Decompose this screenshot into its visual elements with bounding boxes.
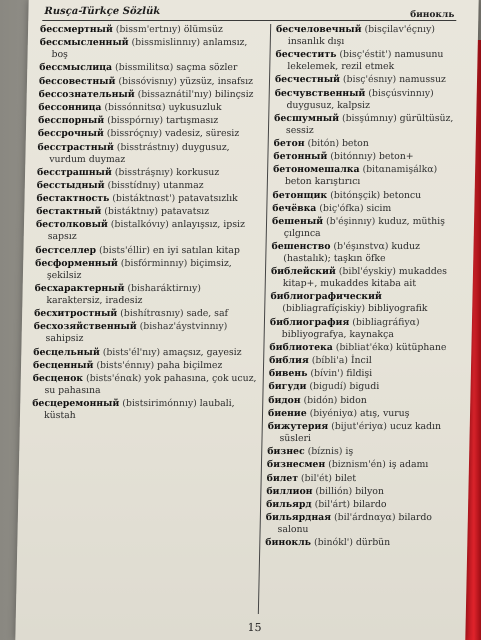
entry-headword: бесчестный [274,74,341,86]
entry-translation: bibliyografya, kaynakça [281,328,394,340]
dictionary-entry [267,459,455,471]
entry-pronunciation: (bissmilitsα) [114,62,174,74]
entry-headword: бетон [273,137,305,149]
dictionary-entry [39,76,263,88]
entry-pronunciation: (bissróçnıy) [106,128,163,140]
entry-headword: бесформенный [35,257,118,269]
entry-headword: бессрочный [37,128,104,140]
dictionary-entry [37,167,261,179]
entry-headword: библейский [270,266,336,278]
entry-translation: kuduz, müthiş çılgınca [283,215,446,239]
entry-pronunciation: (biyéniyα) [309,407,358,419]
dictionary-entry [35,245,259,257]
entry-headword: бесхитростный [34,308,118,320]
entry-pronunciation: (bishítrαsnıy) [120,308,184,320]
entry-pronunciation: (bists'éllir) [98,244,151,256]
entry-headword: бечёвка [272,202,317,214]
dictionary-entry [273,151,461,163]
entry-pronunciation: (b'éşinnıy) [325,215,376,227]
entry-pronunciation: (bistsirimónnıy) [122,398,197,410]
dictionary-entry [33,360,257,372]
entry-translation: anlamsız, boş [51,37,248,61]
entry-headword: бестселлер [35,244,97,256]
entry-pronunciation: (bishaz'áystvinnıy) [139,321,228,333]
dictionary-entry [268,408,456,420]
dictionary-entry [265,512,454,536]
entry-headword: бесчестить [275,49,337,61]
dictionary-entry [34,283,259,307]
dictionary-entry [39,89,263,101]
dictionary-entry [274,88,463,112]
entry-headword: бильярд [266,498,312,510]
entry-headword: бессонница [38,101,102,113]
entry-translation: kütüphane [395,341,447,353]
dictionary-entry [267,446,455,458]
entry-translation: bilyon [355,485,385,497]
entry-headword: бессовестный [38,75,116,87]
running-header-right: бинокль [410,10,455,20]
dictionary-entry [35,258,260,282]
dictionary-entry [273,164,462,188]
entry-translation: vadesiz, süresiz [164,128,240,140]
entry-translation: betoncu [383,189,422,201]
entry-pronunciation: (bibliat'ékα) [335,341,394,353]
entry-translation: patavatsız [160,206,210,218]
entry-translation: paha biçilmez [156,359,223,371]
entry-translation: beton+ [378,151,414,163]
entry-pronunciation: (bitónşçik) [330,189,381,201]
entry-headword: библиотека [269,341,333,353]
entry-translation: karaktersiz, iradesiz [46,295,143,306]
dictionary-entry [38,102,262,114]
entry-headword: бешеный [271,215,324,227]
entry-pronunciation: (bissónnitsα) [104,101,166,113]
entry-translation: utanmaz [162,179,204,191]
entry-pronunciation: (bistáktnαst') [112,193,176,205]
dictionary-entry [268,381,456,393]
entry-headword: бизнесмен [266,459,326,471]
entry-translation: fildişi [346,368,373,380]
dictionary-entry [271,266,460,290]
entry-pronunciation: (bisç'éstit') [339,49,392,61]
dictionary-entry [40,24,264,36]
entry-translation: namussuz [398,74,446,86]
dictionary-entry [267,421,456,445]
entry-translation: tartışmasız [165,115,219,127]
entry-headword: бесстрастный [37,141,114,153]
entry-pronunciation: (bissaznátil'nıy) [137,88,212,100]
entry-headword: бесчувственный [274,87,366,99]
dictionary-entry [36,193,260,205]
entry-translation: iş [345,446,354,458]
entry-headword: бессмыслица [39,62,113,74]
dictionary-entry [38,128,262,140]
dictionary-entry [274,138,462,150]
entry-headword: бетонщик [272,189,328,201]
entry-pronunciation: (bil'árt) [314,498,351,510]
entry-translation: bilinçsiz [214,88,254,100]
entry-pronunciation: (bisşúmnıy) [341,112,397,124]
entry-headword: бестактный [36,206,102,218]
entry-translation: bilet [334,472,357,484]
entry-pronunciation: (bisharáktirnıy) [127,283,201,294]
entry-pronunciation: (bissmislinnıy) [131,37,201,49]
dictionary-entry [39,37,264,61]
entry-translation: amaçsız, gayesiz [162,346,242,358]
entry-pronunciation: (biznism'én) [328,459,386,471]
entry-headword: бестактность [36,193,110,205]
dictionary-entry [269,355,457,367]
dictionary-entry [269,368,457,380]
entry-headword: бешенство [271,241,331,253]
entry-pronunciation: (bíbli'a) [311,355,349,366]
entry-translation: dürbün [355,537,391,549]
entry-translation: insanlık dışı [287,36,345,47]
entry-pronunciation: (bisfórminnıy) [120,257,188,269]
entry-translation: beton [341,137,369,149]
dictionary-entry [267,473,455,485]
entry-translation: İncil [350,355,372,366]
entry-headword: бесстыдный [36,179,105,191]
entry-headword: библия [269,355,309,366]
entry-translation: en iyi satılan kitap [152,244,240,256]
dictionary-entry [33,347,257,359]
entry-headword: билет [266,472,299,484]
dictionary-entry [272,190,460,202]
entry-pronunciation: (bitón) [307,137,340,149]
entry-headword: бижутерия [267,420,329,432]
entry-pronunciation: (bisçúsvinnıy) [368,87,434,99]
entry-headword: бизнес [267,446,305,458]
entry-translation: saçma sözler [176,62,238,74]
entry-pronunciation: (bijut'ériyα) [331,420,388,432]
entry-headword: бильярдная [265,512,332,524]
entry-pronunciation: (bisçilav'éçnıy) [364,24,436,35]
dictionary-entry [272,203,460,215]
dictionary-entry [265,537,453,549]
entry-headword: бессознательный [38,88,135,100]
entry-translation: ölümsüz [183,24,223,35]
entry-pronunciation: (bibliagráfiyα) [352,316,420,328]
entry-pronunciation: (biç'ófka) [319,202,364,214]
dictionary-entry [36,206,260,218]
entry-translation: bibliyografik [367,303,428,315]
entry-pronunciation: (binókl') [313,537,354,549]
entry-pronunciation: (bists'énαk) [85,372,142,384]
entry-pronunciation: (b'éşınstvα) [333,241,389,253]
left-column [32,24,264,423]
entry-pronunciation: (bissóvisnıy) [118,75,178,87]
entry-headword: бессмертный [39,24,113,35]
dictionary-entry [266,486,454,498]
entry-translation: uykusuzluk [168,101,222,113]
entry-pronunciation: (bisç'ésnıy) [342,74,397,86]
dictionary-entry [275,74,463,86]
entry-pronunciation: (bigudí) [309,381,347,393]
entry-translation: yok pahasına, çok ucuz, su pahasına [44,372,257,396]
header-rule [42,20,456,21]
entry-translation: sahipsiz [45,333,84,345]
entry-translation: sade, saf [186,308,229,320]
dictionary-entry [270,317,459,341]
entry-pronunciation: (bíznis) [307,446,343,458]
entry-pronunciation: (bibl'éyskiy) [338,266,396,278]
entry-translation: kuduz (hastalık); taşkın öfke [283,241,421,265]
entry-translation: atış, vuruş [359,407,410,419]
entry-headword: бесцельный [33,346,100,358]
dictionary-entry [270,291,459,315]
dictionary-entry [37,180,261,192]
entry-headword: библиография [269,316,350,328]
dictionary-entry [38,115,262,127]
entry-headword: бинокль [265,537,312,549]
entry-pronunciation: (bisstídnıy) [107,179,161,191]
page-number: 15 [247,621,262,634]
entry-headword: бесхозяйственный [33,321,137,333]
entry-pronunciation: (bistalkóvıy) [110,219,169,231]
entry-headword: бесхарактерный [34,283,125,294]
entry-translation: sicim [366,202,392,214]
dictionary-entry [269,342,457,354]
entry-translation: patavatsızlık [178,193,238,205]
dictionary-entry [272,216,461,240]
entry-pronunciation: (bisspórnıy) [106,115,164,127]
entry-headword: бесстрашный [36,166,112,178]
entry-pronunciation: (bidón) [303,394,338,406]
entry-translation: ucuz kadın süsleri [279,420,442,444]
entry-pronunciation: (bists'énnıy) [96,359,155,371]
entry-headword: бивень [268,368,308,380]
entry-translation: laubali, küstah [43,398,235,422]
entry-pronunciation: (bibliagrafíçiskiy) [282,303,366,315]
entry-pronunciation: (bisstráşnıy) [114,166,174,178]
entry-pronunciation: (bists'él'nıy) [102,346,161,358]
dictionary-entry [274,113,463,137]
entry-headword: бетонный [273,151,328,163]
dictionary-entry [32,373,257,397]
entry-translation: bilardo salonu [277,512,433,536]
entry-translation: gürültüsüz, sessiz [285,112,454,136]
dictionary-entry [34,308,258,320]
entry-pronunciation: (bisstrástnıy) [116,141,180,153]
entry-translation: bilardo [352,498,387,510]
dictionary-entry [275,49,464,73]
entry-translation: iş adamı [388,459,429,471]
entry-headword: бетономешалка [273,164,360,176]
entry-translation: duygusuz, kalpsiz [286,99,371,111]
dictionary-entry [276,24,465,48]
entry-headword: биение [267,407,307,419]
entry-headword: бесцеремонный [32,398,120,410]
dictionary-page [15,0,478,640]
dictionary-entry [271,241,460,265]
right-column [265,24,464,550]
dictionary-entry [268,395,456,407]
entry-headword: бесценный [32,359,94,371]
entry-pronunciation: (bitαnamişálkα) [362,164,438,176]
entry-headword: биллион [266,485,313,497]
dictionary-entry [32,398,257,422]
entry-translation: beton karıştırıcı [284,176,361,188]
entry-pronunciation: (billión) [315,485,353,497]
dictionary-entry [33,321,258,345]
dictionary-entry [36,219,261,243]
entry-headword: бесчеловечный [275,24,362,35]
entry-pronunciation: (bil'ét) [300,472,333,484]
entry-pronunciation: (bissm'ertnıy) [115,24,181,35]
entry-translation: biçimsiz, şekilsiz [46,257,232,281]
entry-pronunciation: (bívin') [310,368,344,380]
entry-headword: бестолковый [35,219,108,231]
dictionary-entry [37,142,262,166]
dictionary-entry [266,499,454,511]
entry-headword: бесценок [32,372,84,384]
entry-pronunciation: (bistáktnıy) [104,206,159,218]
running-header-left: Rusça-Türkçe Sözlük [44,6,161,17]
entry-translation: yüzsüz, insafsız [179,75,254,87]
entry-headword: библиографический [270,291,382,303]
entry-headword: бессмысленный [39,37,129,49]
entry-pronunciation: (bil'árdnαyα) [333,512,396,524]
entry-headword: бесспорный [38,115,105,127]
dictionary-entry [39,62,263,74]
entry-translation: korkusuz [176,166,220,178]
entry-headword: бигуди [268,381,307,393]
entry-translation: anlayışsız, ipsiz sapsız [47,219,246,243]
entry-translation: bigudi [349,381,380,393]
entry-headword: бидон [268,394,301,406]
entry-headword: бесшумный [274,112,340,124]
entry-translation: namusunu lekelemek, rezil etmek [287,49,444,73]
entry-translation: bidon [340,394,367,406]
entry-pronunciation: (bitónnıy) [330,151,377,163]
entry-translation: duygusuz, vurdum duymaz [49,141,230,165]
entry-translation: mukaddes kitap+, mukaddes kitaba ait [282,266,448,290]
